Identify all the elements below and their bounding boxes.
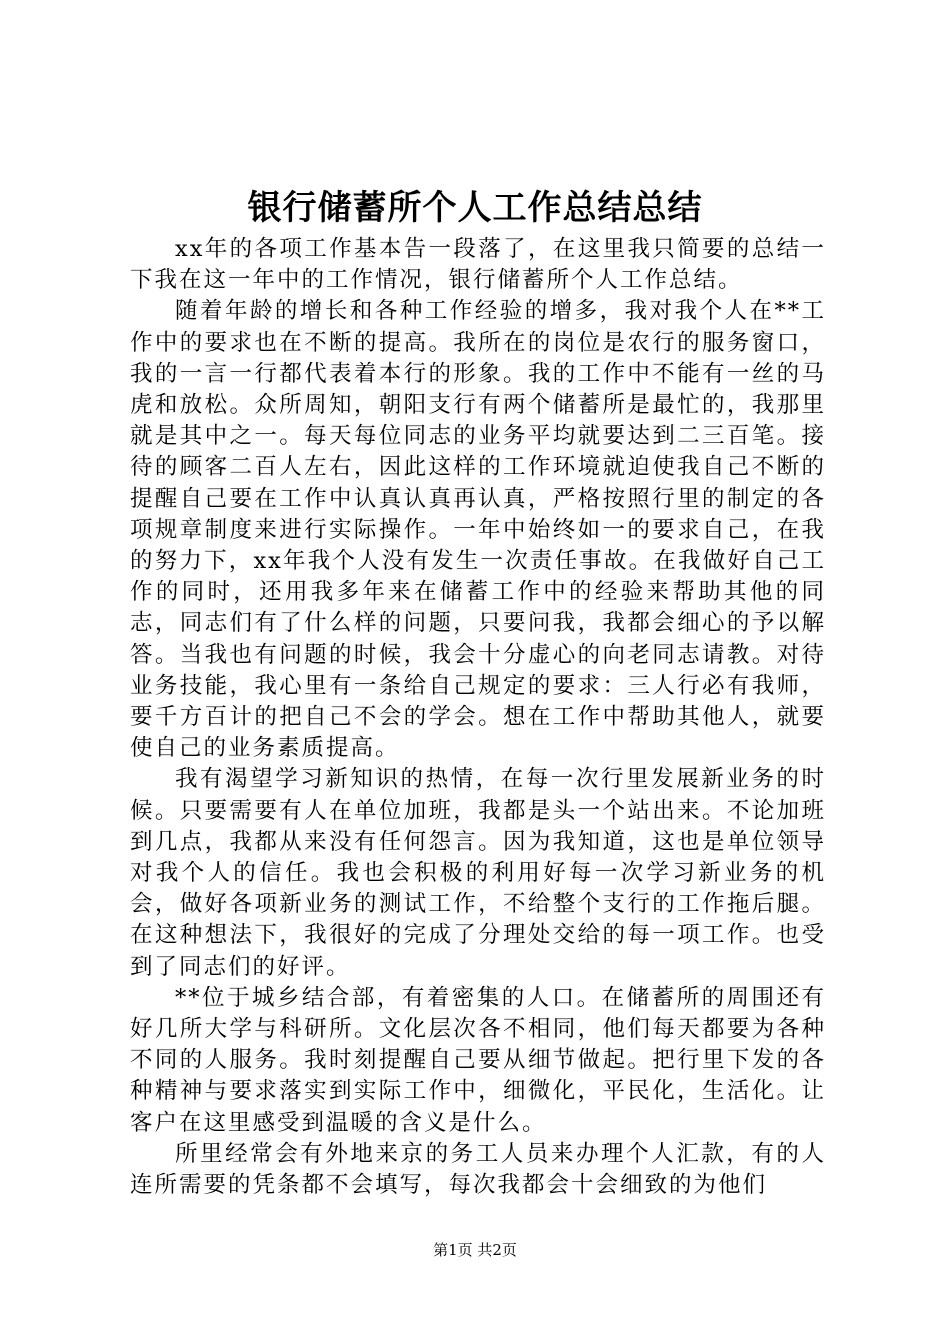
paragraph-1: xx年的各项工作基本告一段落了，在这里我只简要的总结一下我在这一年中的工作情况，银行储蓄所个人工作总结。 <box>130 236 826 294</box>
document-body <box>130 234 826 1201</box>
paragraph-3: 我有渴望学习新知识的热情，在每一次行里发展新业务的时候。只要需要有人在单位加班，我都是头一个站出来。不论加班到几点，我都从来没有任何怨言。因为我知道，这也是单位领导对我个人的信任。我也会积极的利用好每一次学习新业务的机会，做好各项新业务的测试工作，不给整个支行的工作拖后腿。在这种想法下，我很好的完成了分理处交给的每一项工作。也受到了同志们的好评。 <box>130 766 826 980</box>
paragraph-5: 所里经常会有外地来京的务工人员来办理个人汇款，有的人连所需要的凭条都不会填写，每次我都会十会细致的为他们 <box>130 1140 826 1199</box>
paragraph-2: 随着年龄的增长和各种工作经验的增多，我对我个人在**工作中的要求也在不断的提高。我所在的岗位是农行的服务窗口，我的一言一行都代表着本行的形象。我的工作中不能有一丝的马虎和放松。众所周知，朝阳支行有两个储蓄所是最忙的，我那里就是其中之一。每天每位同志的业务平均就要达到二三百笔。接待的顾客二百人左右，因此这样的工作环境就迫使我自己不断的提醒自己要在工作中认真认真再认真，严格按照行里的制定的各项规章制度来进行实际操作。一年中始终如一的要求自己，在我的努力下，xx年我个人没有发生一次责任事故。在我做好自己工作的同时，还用我多年来在储蓄工作中的经验来帮助其他的同志，同志们有了什么样的问题，只要问我，我都会细心的予以解答。当我也有问题的时候，我会十分虚心的向老同志请教。对待业务技能，我心里有一条给自己规定的要求：三人行必有我师，要千方百计的把自己不会的学会。想在工作中帮助其他人，就要使自己的业务素质提高。 <box>130 298 826 762</box>
paragraph-4: **位于城乡结合部，有着密集的人口。在储蓄所的周围还有好几所大学与科研所。文化层次各不相同，他们每天都要为各种不同的人服务。我时刻提醒自己要从细节做起。把行里下发的各种精神与要求落实到实际工作中，细微化，平民化，生活化。让客户在这里感受到温暖的含义是什么。 <box>130 984 826 1136</box>
page-footer: 第1页 共2页 <box>433 1241 517 1259</box>
document-title: 银行储蓄所个人工作总结总结 <box>247 188 703 228</box>
